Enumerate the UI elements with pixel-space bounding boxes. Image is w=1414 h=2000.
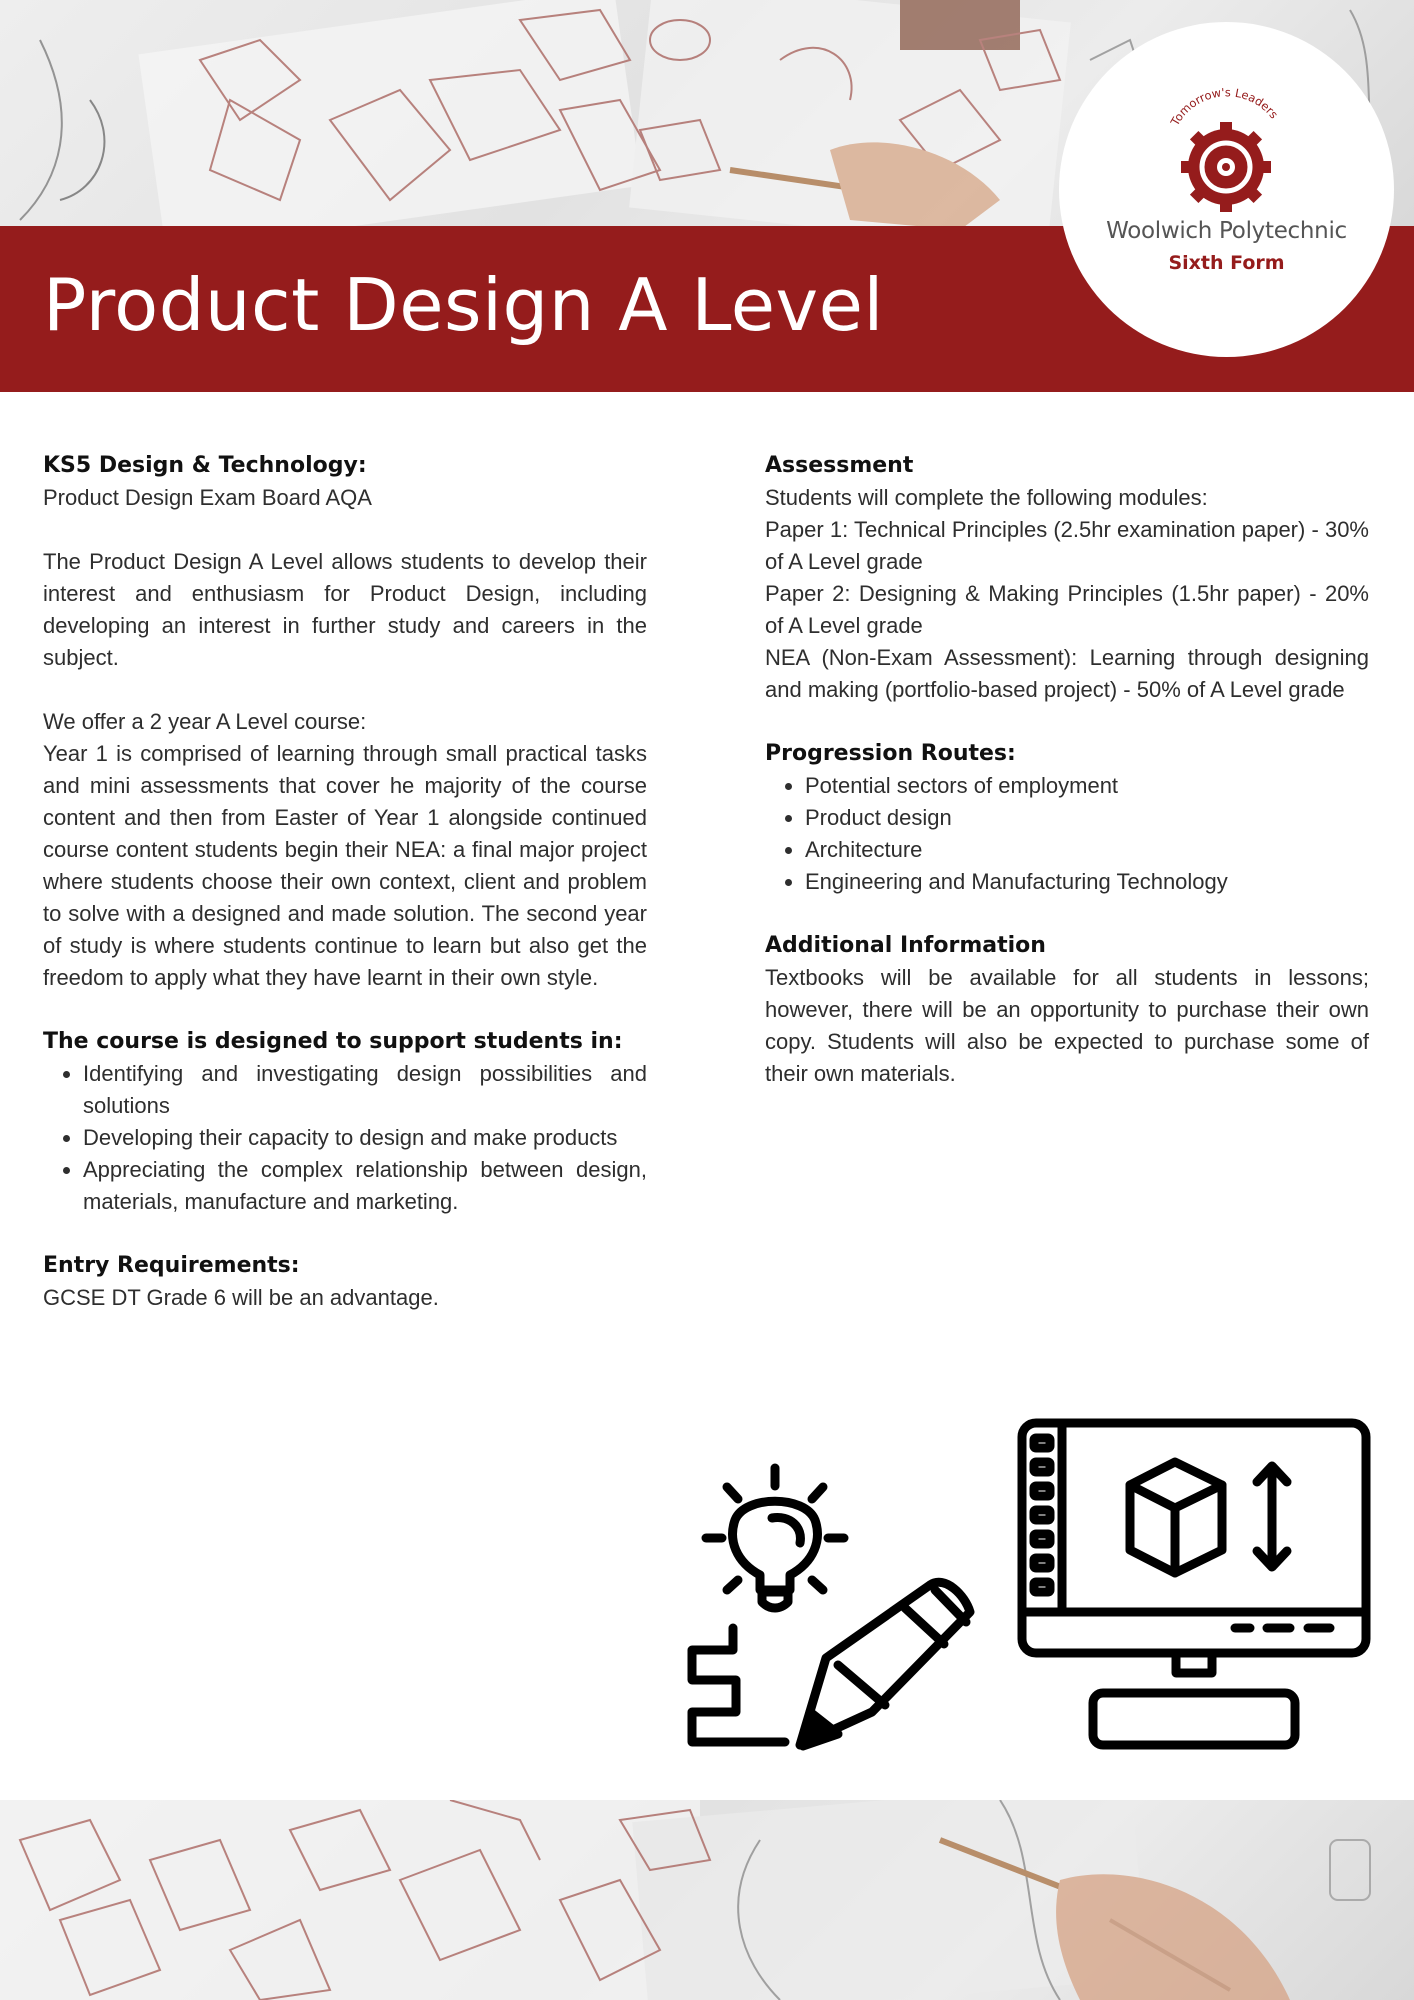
page-title: Product Design A Level [43,263,884,347]
exam-board-text: Product Design Exam Board AQA [43,485,372,510]
list-item: • Appreciating the complex relationship between design, materials, manufacture and marketing. [83,1154,647,1218]
list-item: • Architecture [805,834,1369,866]
intro-paragraph: The Product Design A Level allows students to develop their interest and enthusiasm for Product Design, including developing an interest in further study and careers in the subject. [43,549,647,670]
course-lead: We offer a 2 year A Level course: [43,709,367,734]
logo-school-name: Woolwich Polytechnic [1106,218,1347,244]
additional-paragraph: Textbooks will be available for all students in lessons; however, there will be an opportunity to purchase their own copy. Students will also be expected to purchase some of their own materials. [765,965,1369,1086]
lightbulb-pencil-icon [692,1468,970,1746]
entry-text: GCSE DT Grade 6 will be an advantage. [43,1285,439,1310]
list-item: • Identifying and investigating design possibilities and solutions [83,1058,647,1122]
entry-heading: Entry Requirements: [43,1253,300,1278]
support-heading: The course is designed to support students in: [43,1029,623,1054]
list-item: • Potential sectors of employment [805,770,1369,802]
ks5-heading: KS5 Design & Technology: [43,453,367,478]
footer-sketch-photo [0,1800,1414,2000]
progression-heading: Progression Routes: [765,741,1016,766]
list-item: • Developing their capacity to design and make products [83,1122,647,1154]
logo-tagline: Tomorrow's Leaders [1167,85,1282,129]
assessment-line: Paper 2: Designing & Making Principles (1.5hr paper) - 20% of A Level grade [765,581,1369,638]
assessment-line: Paper 1: Technical Principles (2.5hr examination paper) - 30% of A Level grade [765,517,1369,574]
assessment-heading: Assessment [765,453,914,478]
logo-subtitle: Sixth Form [1168,252,1285,274]
assessment-line: Students will complete the following modules: [765,485,1208,510]
course-paragraph: Year 1 is comprised of learning through small practical tasks and mini assessments that cover he majority of the course content and then from Easter of Year 1 alongside continued course content students begin their NEA: a final major project where students choose their own context, client and problem to solve with a designed and made solution. The second year of study is where students continue to learn but also get the freedom to apply what they have learnt in their own style. [43,741,647,990]
assessment-line: NEA (Non-Exam Assessment): Learning through designing and making (portfolio-based project) - 50% of A Level grade [765,645,1369,702]
list-item: • Engineering and Manufacturing Technology [805,866,1369,898]
list-item: • Product design [805,802,1369,834]
additional-heading: Additional Information [765,933,1046,958]
computer-cad-icon [1022,1423,1366,1745]
